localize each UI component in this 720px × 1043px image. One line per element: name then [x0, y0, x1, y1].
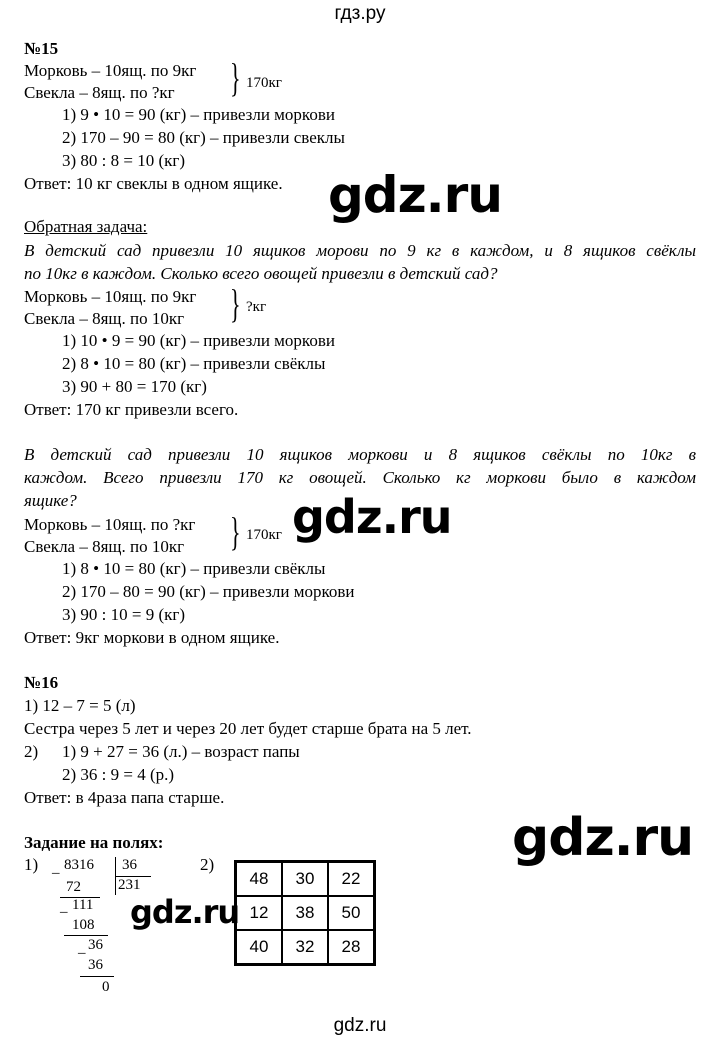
inverse1-condition-line2: Свекла – 8ящ. по 10кг [24, 309, 185, 328]
site-footer: gdz.ru [333, 1015, 387, 1036]
inverse2-text-line1: В детский сад привезли 10 ящиков моркови и 8 ящиков свёклы по 10кг в [24, 445, 696, 464]
task16-line1: 1) 12 – 7 = 5 (л) [24, 696, 136, 715]
inverse2-condition-line2: Свекла – 8ящ. по 10кг [24, 537, 185, 556]
division-line [64, 935, 108, 936]
inverse-task-heading: Обратная задача: [24, 217, 148, 236]
task16-part2-label: 2) [24, 742, 39, 761]
grid-cell: 48 [236, 862, 282, 896]
inverse2-text-line2: каждом. Всего привезли 170 кг овощей. Сколько кг моркови было в каждом [24, 468, 696, 487]
margin-task-label-1: 1) [24, 855, 39, 874]
inverse2-step-3: 3) 90 : 10 = 9 (кг) [62, 605, 186, 624]
grid-cell: 40 [236, 930, 282, 964]
inverse1-text-line1: В детский сад привезли 10 ящиков морови по 9 кг в каждом, и 8 ящиков свёклы [24, 241, 696, 260]
site-header: гдз.ру [334, 3, 386, 24]
grid-cell: 12 [236, 896, 282, 930]
division-quotient: 231 [118, 877, 141, 893]
curly-brace: } [230, 55, 241, 100]
task15-step-1: 1) 9 • 10 = 90 (кг) – привезли моркови [62, 105, 335, 124]
inverse2-condition-line1: Морковь – 10ящ. по ?кг [24, 515, 196, 534]
grid-cell: 38 [282, 896, 328, 930]
task15-condition-line1: Морковь – 10ящ. по 9кг [24, 61, 197, 80]
margin-task-heading: Задание на полях: [24, 833, 164, 852]
inverse1-answer: Ответ: 170 кг привезли всего. [24, 400, 239, 419]
watermark: gdz.ru [512, 808, 694, 868]
inverse1-step-3: 3) 90 + 80 = 170 (кг) [62, 377, 207, 396]
division-row: 111 [72, 897, 94, 913]
task16-answer: Ответ: в 4раза папа старше. [24, 788, 225, 807]
division-row: 0 [102, 979, 110, 995]
task15-step-2: 2) 170 – 90 = 80 (кг) – привезли свеклы [62, 128, 345, 147]
division-row: 36 [88, 937, 103, 953]
inverse2-step-2: 2) 170 – 80 = 90 (кг) – привезли моркови [62, 582, 355, 601]
inverse1-step-2: 2) 8 • 10 = 80 (кг) – привезли свёклы [62, 354, 326, 373]
division-row: 36 [88, 957, 103, 973]
watermark: gdz.ru [328, 166, 502, 224]
task15-condition-line2: Свекла – 8ящ. по ?кг [24, 83, 175, 102]
grid-cell: 32 [282, 930, 328, 964]
division-line [80, 976, 114, 977]
task16-number: №16 [24, 673, 59, 692]
task15-total: 170кг [246, 75, 282, 91]
inverse2-text-line3: ящике? [24, 491, 77, 510]
division-row: 72 [66, 879, 81, 895]
division-minus: – [60, 904, 68, 920]
inverse2-answer: Ответ: 9кг моркови в одном ящике. [24, 628, 280, 647]
task16-part2-step1: 1) 9 + 27 = 36 (л.) – возраст папы [62, 742, 300, 761]
watermark: gdz.ru [130, 893, 240, 931]
task16-part2-step2: 2) 36 : 9 = 4 (р.) [62, 765, 175, 784]
division-divisor: 36 [122, 857, 137, 873]
task15-answer: Ответ: 10 кг свеклы в одном ящике. [24, 174, 283, 193]
grid-cell: 50 [328, 896, 374, 930]
grid-cell: 28 [328, 930, 374, 964]
inverse1-total: ?кг [246, 299, 267, 315]
division-row: 108 [72, 917, 95, 933]
task15-step-3: 3) 80 : 8 = 10 (кг) [62, 151, 186, 170]
curly-brace: } [230, 281, 241, 326]
margin-task-label-2: 2) [200, 855, 215, 874]
grid-cell: 30 [282, 862, 328, 896]
grid-cell: 22 [328, 862, 374, 896]
division-minus: – [52, 865, 60, 881]
inverse1-condition-line1: Морковь – 10ящ. по 9кг [24, 287, 197, 306]
curly-brace: } [230, 509, 241, 554]
division-dividend: 8316 [64, 857, 94, 873]
inverse2-total: 170кг [246, 527, 282, 543]
number-grid [234, 860, 376, 966]
watermark: gdz.ru [292, 490, 452, 544]
task15-number: №15 [24, 39, 59, 58]
inverse2-step-1: 1) 8 • 10 = 80 (кг) – привезли свёклы [62, 559, 326, 578]
inverse1-text-line2: по 10кг в каждом. Сколько всего овощей привезли в детский сад? [24, 264, 498, 283]
division-minus: – [78, 945, 86, 961]
inverse1-step-1: 1) 10 • 9 = 90 (кг) – привезли моркови [62, 331, 335, 350]
task16-line2: Сестра через 5 лет и через 20 лет будет старше брата на 5 лет. [24, 719, 472, 738]
